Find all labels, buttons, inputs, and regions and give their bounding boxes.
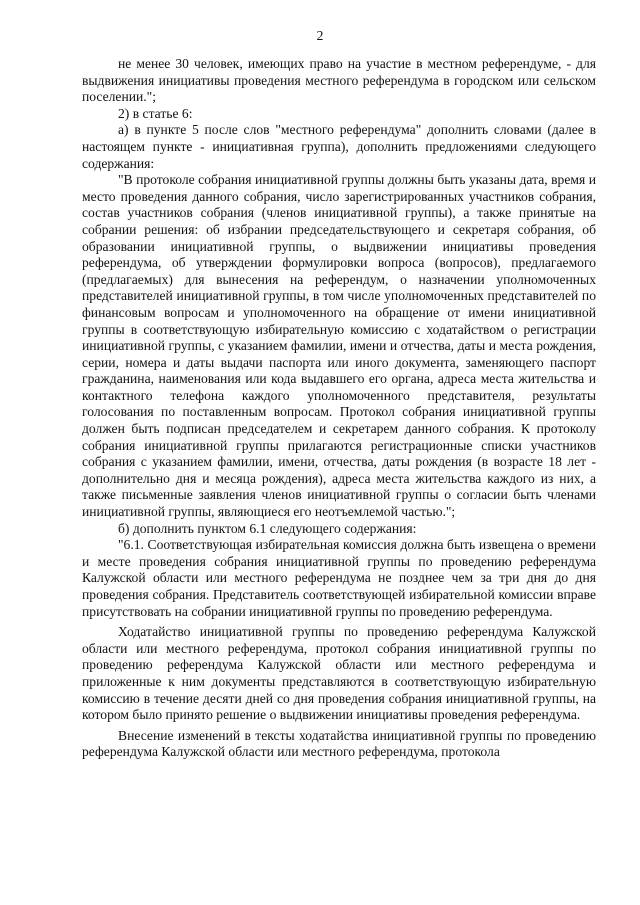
document-body [82, 56, 596, 761]
paragraph-6-1: "6.1. Соответствующая избирательная комиссия должна быть извещена о времени и месте проведения собрания инициативной группы по проведению референдума Калужской области или местного референдума не позднее чем за три дня до дня проведения собрания. Представитель соответствующей избирательной комиссии вправе присутствовать на собрании инициативной группы по проведению референдума. [82, 537, 596, 619]
paragraph-petition: Ходатайство инициативной группы по проведению референдума Калужской области или местного референдума, протокол собрания инициативной группы по проведению референдума Калужской области или местного референдума и приложенные к ним документы представляются в соответствующую избирательную комиссию в течение десяти дней со дня проведения собрания инициативной группы, на котором было принято решение о выдвижении инициативы проведения референдума. [82, 624, 596, 723]
paragraph-referendum-quota: не менее 30 человек, имеющих право на участие в местном референдуме, - для выдвижения инициативы проведения местного референдума в городском или сельском поселении."; [82, 56, 596, 105]
paragraph-amendments: Внесение изменений в тексты ходатайства инициативной группы по проведению референдума Калужской области или местного референдума, протокола [82, 727, 596, 760]
paragraph-item-a: а) в пункте 5 после слов "местного референдума" дополнить словами (далее в настоящем пункте - инициативная группа), дополнить предложениями следующего содержания: [82, 122, 596, 171]
paragraph-protocol-requirements: "В протоколе собрания инициативной группы должны быть указаны дата, время и место проведения данного собрания, число зарегистрированных участников собрания, состав участников собрания (членов инициативной группы), а также принятые на собрании решения: об избрании председательствующего и секретаря собрания, об образовании инициативной группы, о выдвижении инициативы проведения референдума, об утверждении формулировки вопроса (вопросов), предлагаемого (предлагаемых) для вынесения на референдум, о назначении уполномоченных представителей инициативной группы, в том числе уполномоченных представителей по финансовым вопросам и уполномоченного на обращение от имени инициативной группы в соответствующую избирательную комиссию с ходатайством о регистрации инициативной группы, с указанием фамилии, имени и отчества, даты и места рождения, серии, номера и даты выдачи паспорта или иного документа, заменяющего паспорт гражданина, наименования или кода выдавшего его органа, адреса места жительства и контактного телефона каждого уполномоченного представителя, результаты голосования по поставленным вопросам. Протокол собрания инициативной группы должен быть подписан председателем и секретарем данного собрания. К протоколу собрания инициативной группы прилагаются регистрационные списки участников собрания с указанием фамилии, имени, отчества, даты рождения (в возрасте 18 лет - дополнительно дня и месяца рождения), адреса места жительства каждого из них, а также письменные заявления членов инициативной группы о согласии быть членами инициативной группы, являющиеся его неотъемлемой частью."; [82, 172, 596, 520]
paragraph-article-6: 2) в статье 6: [118, 105, 193, 121]
page-number: 2 [316, 28, 324, 43]
paragraph-item-b: б) дополнить пунктом 6.1 следующего содержания: [118, 520, 417, 536]
